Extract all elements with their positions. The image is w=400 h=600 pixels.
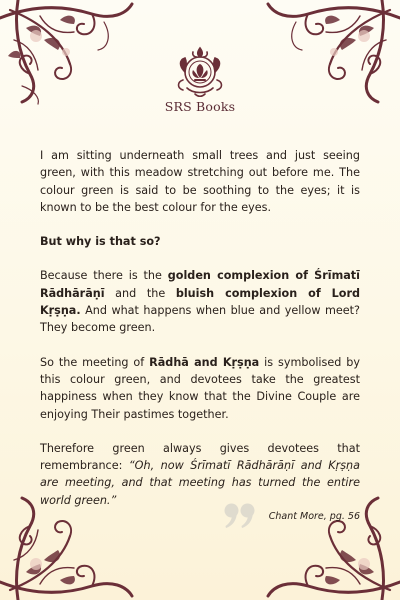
text-run: Therefore green always gives devotees that remembrance: [40,441,360,473]
paragraph-2 [40,233,360,250]
bold-run: golden complexion of Śrīmatī Rādhārāṇī [40,269,360,300]
quote-body [40,147,360,526]
text-run: So the meeting of [40,355,150,369]
bold-run: bluish complexion of Lord Kṛṣṇa. [40,286,360,318]
text-run: and the [104,286,176,300]
scroll-ornament-icon [265,0,400,105]
scroll-ornament-icon [0,0,135,105]
brand-logo [173,42,227,98]
lotus-crest-icon [173,42,227,98]
paragraph-3 [40,267,360,336]
paragraph-5 [40,440,360,509]
bold-run: Rādhā and Kṛṣṇa [149,355,260,369]
brand-name: SRS Books [164,99,236,114]
corner-ornament-top-left [0,0,135,105]
question-heading: But why is that so? [40,235,161,249]
italic-quote: “Oh, now Śrīmatī Rādhārāṇī and Kṛṣṇa are meeting, and that meeting has turned the entire world green.” [40,459,360,507]
paragraph-4 [40,354,360,423]
text-run: Because there is the [40,269,168,283]
text-run: is symbolised by this colour green, and devotees take the greatest happiness when they know that the Divine Couple are enjoying Their pastimes together. [40,355,360,421]
paragraph-1: I am sitting underneath small trees and just seeing green, with this meadow stretching out before me. The colour green is said to be soothing to the eyes; it is known to be the best colour for the eyes. [40,149,360,214]
text-run: And what happens when blue and yellow meet? They become green. [40,304,360,335]
source-citation: Chant More, pg. 56 [268,511,360,522]
closing-quote-icon [224,503,256,529]
corner-ornament-top-right [265,0,400,105]
